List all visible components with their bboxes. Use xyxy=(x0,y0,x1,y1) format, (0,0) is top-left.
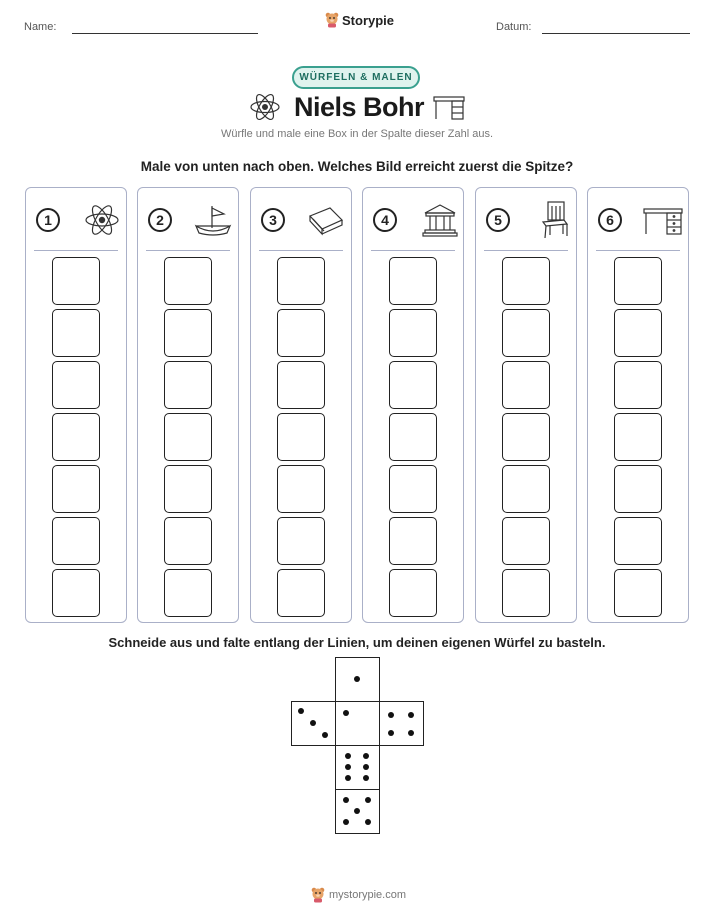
color-box[interactable] xyxy=(277,517,325,565)
name-line xyxy=(72,33,258,34)
column-number: 3 xyxy=(261,208,285,232)
color-box[interactable] xyxy=(164,361,212,409)
color-box[interactable] xyxy=(277,569,325,617)
color-box[interactable] xyxy=(389,361,437,409)
color-box[interactable] xyxy=(614,257,662,305)
column-number: 6 xyxy=(598,208,622,232)
color-box[interactable] xyxy=(389,413,437,461)
color-box[interactable] xyxy=(277,465,325,513)
chair-icon xyxy=(537,200,571,240)
atom-icon xyxy=(83,202,121,238)
column-2 xyxy=(137,187,239,623)
die-pip xyxy=(345,775,351,781)
die-pip xyxy=(363,753,369,759)
die-pip xyxy=(354,676,360,682)
color-box[interactable] xyxy=(389,257,437,305)
color-box[interactable] xyxy=(502,257,550,305)
column-number: 2 xyxy=(148,208,172,232)
die-pip xyxy=(345,753,351,759)
color-box[interactable] xyxy=(614,465,662,513)
color-box[interactable] xyxy=(52,309,100,357)
column-number: 1 xyxy=(36,208,60,232)
column-6 xyxy=(587,187,689,623)
die-pip xyxy=(343,797,349,803)
color-box[interactable] xyxy=(52,257,100,305)
storypie-logo xyxy=(325,12,394,28)
die-pip xyxy=(408,712,414,718)
book-icon xyxy=(306,202,346,238)
color-box[interactable] xyxy=(52,517,100,565)
name-label: Name: xyxy=(24,21,57,33)
color-box[interactable] xyxy=(502,517,550,565)
atom-icon xyxy=(249,91,281,123)
die-face xyxy=(335,657,380,702)
color-box[interactable] xyxy=(52,569,100,617)
color-box[interactable] xyxy=(164,257,212,305)
color-box[interactable] xyxy=(389,309,437,357)
color-box[interactable] xyxy=(164,413,212,461)
die-pip xyxy=(388,730,394,736)
color-box[interactable] xyxy=(277,309,325,357)
die-pip xyxy=(408,730,414,736)
color-box[interactable] xyxy=(164,569,212,617)
die-pip xyxy=(298,708,304,714)
column-1 xyxy=(25,187,127,623)
die-pip xyxy=(388,712,394,718)
color-box[interactable] xyxy=(502,361,550,409)
color-box[interactable] xyxy=(277,413,325,461)
desk-icon xyxy=(643,204,683,236)
color-box[interactable] xyxy=(502,413,550,461)
bear-logo-icon xyxy=(311,887,325,903)
instruction-heading: Male von unten nach oben. Welches Bild erreicht zuerst die Spitze? xyxy=(140,159,574,174)
color-box[interactable] xyxy=(164,517,212,565)
color-box[interactable] xyxy=(277,257,325,305)
desk-icon xyxy=(433,93,465,121)
die-face xyxy=(379,701,424,746)
subtitle: Würfle und male eine Box in der Spalte dieser Zahl aus. xyxy=(220,128,494,140)
logo-text: Storypie xyxy=(342,12,395,28)
color-box[interactable] xyxy=(52,465,100,513)
die-pip xyxy=(365,797,371,803)
color-box[interactable] xyxy=(389,465,437,513)
color-box[interactable] xyxy=(502,309,550,357)
color-box[interactable] xyxy=(502,569,550,617)
die-pip xyxy=(310,720,316,726)
die-face xyxy=(291,701,336,746)
color-box[interactable] xyxy=(389,517,437,565)
color-box[interactable] xyxy=(502,465,550,513)
boat-icon xyxy=(193,202,233,238)
column-number: 5 xyxy=(486,208,510,232)
column-4 xyxy=(362,187,464,623)
footer-url: mystorypie.com xyxy=(329,889,407,901)
column-3 xyxy=(250,187,352,623)
die-pip xyxy=(365,819,371,825)
bear-logo-icon xyxy=(325,12,339,28)
color-box[interactable] xyxy=(614,569,662,617)
die-pip xyxy=(354,808,360,814)
die-pip xyxy=(343,819,349,825)
column-5 xyxy=(475,187,577,623)
die-pip xyxy=(363,764,369,770)
color-box[interactable] xyxy=(277,361,325,409)
footer xyxy=(311,887,406,903)
color-box[interactable] xyxy=(614,517,662,565)
color-box[interactable] xyxy=(52,361,100,409)
die-face xyxy=(335,745,380,790)
color-box[interactable] xyxy=(614,309,662,357)
activity-badge: WÜRFELN & MALEN xyxy=(292,66,420,89)
page-title: Niels Bohr xyxy=(294,92,425,122)
color-box[interactable] xyxy=(164,309,212,357)
cut-instruction: Schneide aus und falte entlang der Linien, um deinen eigenen Würfel zu basteln. xyxy=(108,635,606,650)
die-pip xyxy=(363,775,369,781)
color-box[interactable] xyxy=(389,569,437,617)
column-number: 4 xyxy=(373,208,397,232)
color-box[interactable] xyxy=(164,465,212,513)
date-label: Datum: xyxy=(496,21,532,33)
date-line xyxy=(542,33,690,34)
die-pip xyxy=(345,764,351,770)
die-face xyxy=(335,701,380,746)
museum-icon xyxy=(422,202,458,238)
die-face xyxy=(335,789,380,834)
die-pip xyxy=(322,732,328,738)
color-box[interactable] xyxy=(52,413,100,461)
color-box[interactable] xyxy=(614,413,662,461)
die-pip xyxy=(343,710,349,716)
color-box[interactable] xyxy=(614,361,662,409)
